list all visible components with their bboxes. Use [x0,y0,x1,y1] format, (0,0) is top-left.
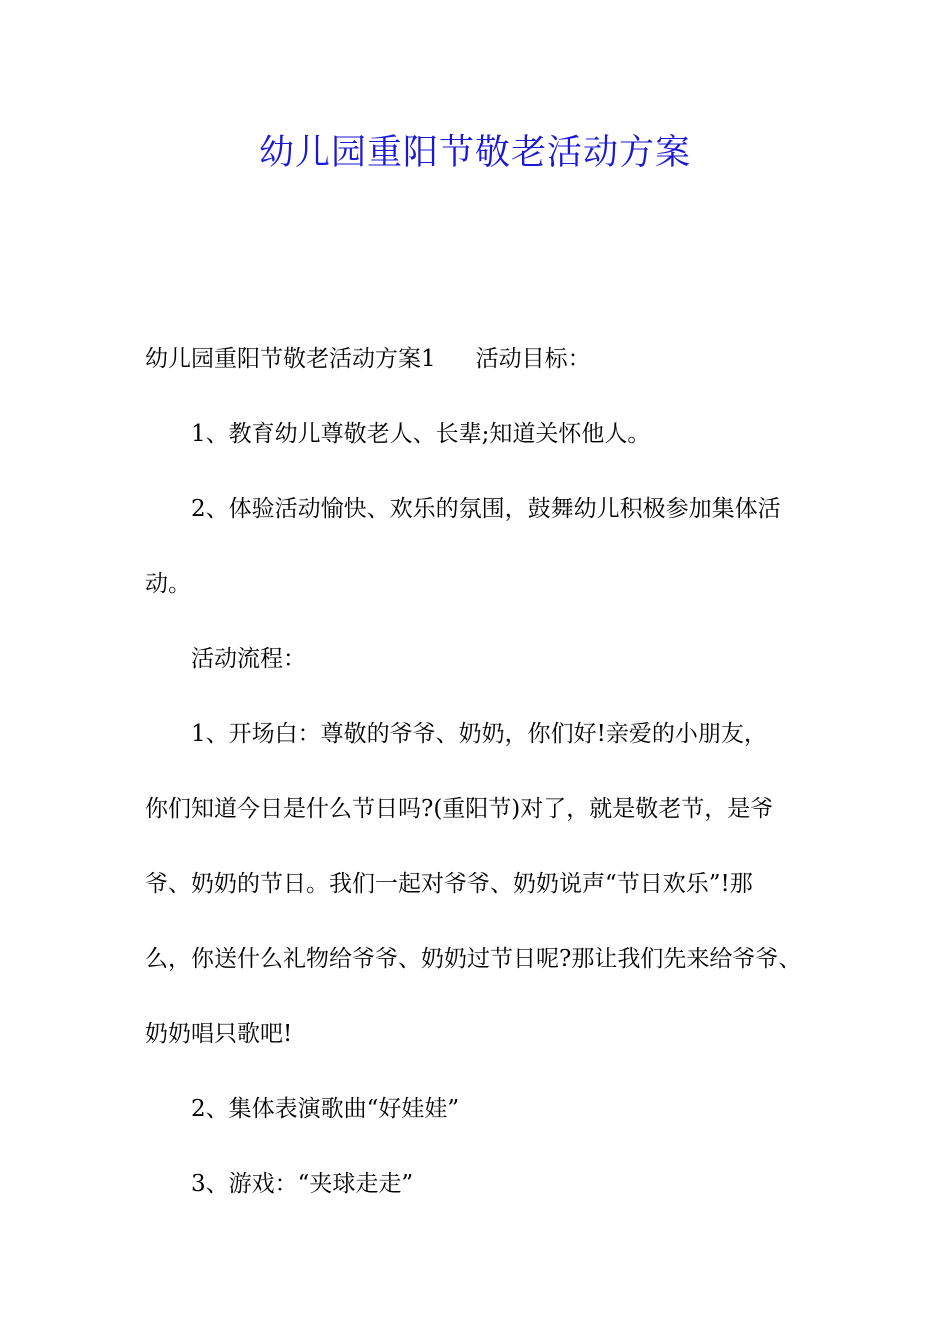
subsection-heading: 活动目标： [475,346,591,372]
paragraph-line: 3、游戏：“夹球走走” [191,1171,414,1197]
paragraph-line: 爷、奶奶的节日。我们一起对爷爷、奶奶说声“节日欢乐”!那 [145,871,753,897]
paragraph-line: 活动流程： [191,646,306,672]
paragraph-line: 1、开场白：尊敬的爷爷、奶奶，你们好!亲爱的小朋友， [191,721,767,747]
section-heading: 幼儿园重阳节敬老活动方案1 [145,346,436,372]
paragraph-line: 2、集体表演歌曲“好娃娃” [191,1096,460,1122]
paragraph-line: 2、体验活动愉快、欢乐的氛围，鼓舞幼儿积极参加集体活 [191,496,781,522]
paragraph-line: 么，你送什么礼物给爷爷、奶奶过节日呢?那让我们先来给爷爷、 [145,946,802,972]
paragraph-line: 奶奶唱只歌吧! [145,1021,293,1047]
paragraph-line: 你们知道今日是什么节日吗?(重阳节)对了，就是敬老节，是爷 [145,796,774,822]
document-title: 幼儿园重阳节敬老活动方案 [258,133,691,173]
paragraph-line [145,343,591,375]
paragraph-line: 动。 [145,571,191,597]
paragraph-line: 1、教育幼儿尊敬老人、长辈;知道关怀他人。 [191,421,651,447]
